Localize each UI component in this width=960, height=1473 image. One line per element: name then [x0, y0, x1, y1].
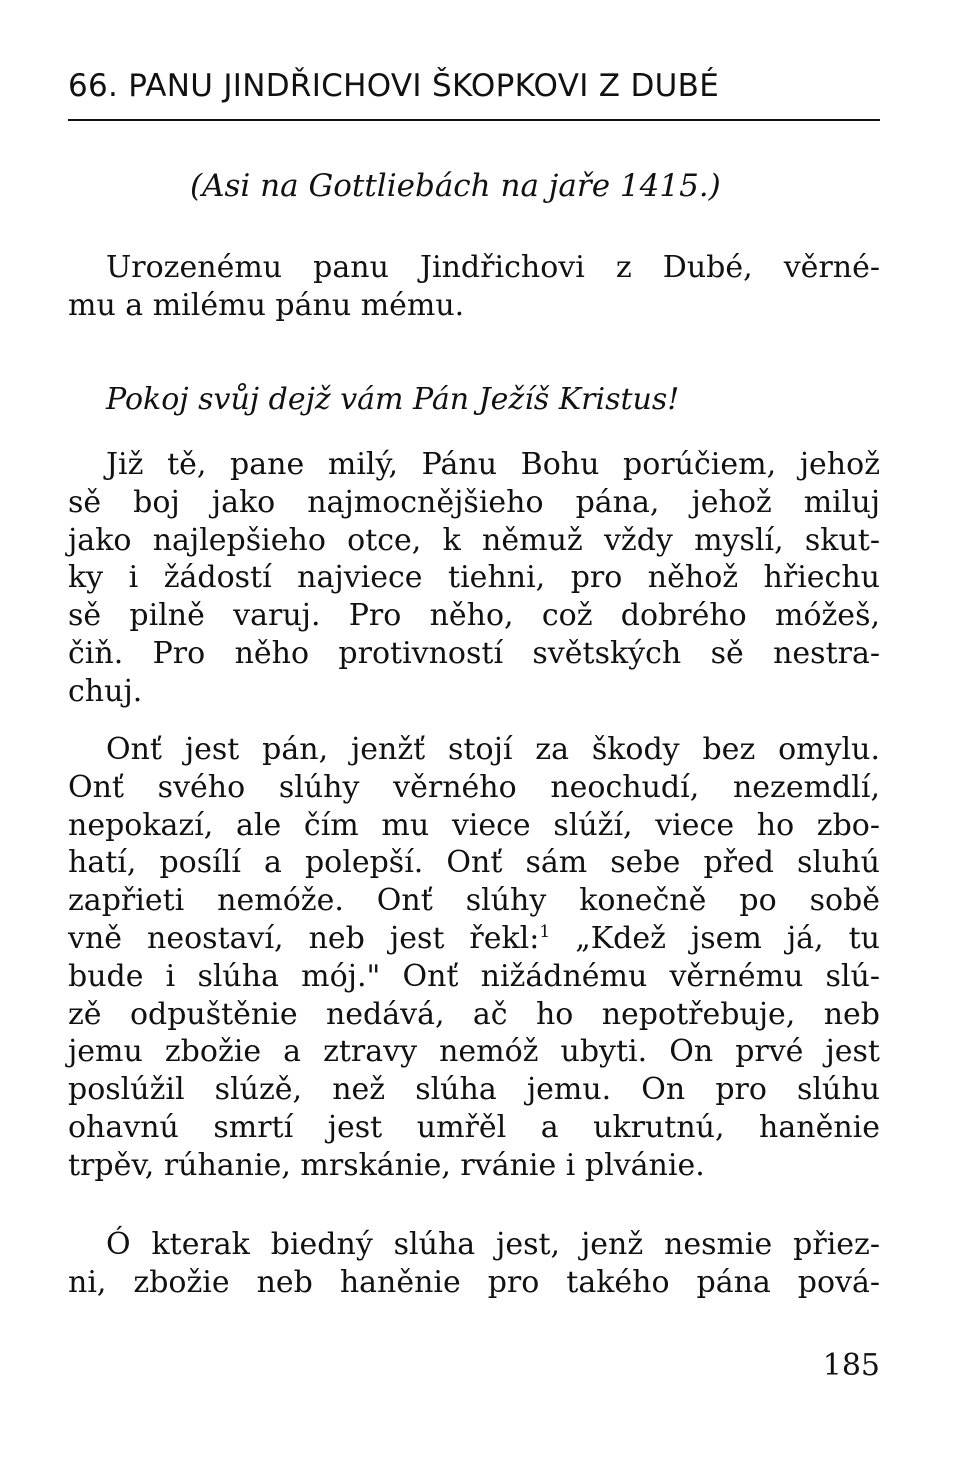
- text-line: sě boj jako najmocnějšieho pána, jehož miluj: [68, 484, 880, 520]
- text-line: hatí, posílí a polepší. Onť sám sebe před sluhú: [68, 845, 880, 881]
- text-line: Onť svého slúhy věrného neochudí, nezemdlí,: [68, 769, 880, 805]
- text-line: poslúžil slúzě, než slúha jemu. On pro slúhu: [68, 1072, 880, 1108]
- text-line: čiň. Pro něho protivností světských sě nestra-: [68, 635, 880, 671]
- salutation: Pokoj svůj dejž vám Pán Ježíš Kristus!: [106, 382, 680, 417]
- chapter-title: PANU JINDŘICHOVI ŠKOPKOVI Z DUBÉ: [128, 68, 720, 104]
- address-line: mu a milému pánu mému.: [68, 287, 465, 323]
- chapter-number: 66.: [68, 68, 119, 104]
- text-fragment: „Kdež jsem já, tu: [550, 920, 880, 956]
- address-block: [68, 249, 880, 325]
- text-line: sě pilně varuj. Pro něho, což dobrého móžeš,: [68, 598, 880, 634]
- text-line: chuj.: [68, 673, 143, 709]
- text-line: Onť jest pán, jenžť stojí za škody bez omylu.: [106, 732, 880, 767]
- chapter-heading: [68, 66, 880, 106]
- paragraph-3: [68, 1226, 880, 1302]
- address-line: Urozenému panu Jindřichovi z Dubé, věrné-: [106, 250, 880, 285]
- text-line: zapřieti nemóže. Onť slúhy konečně po sobě: [68, 883, 880, 919]
- text-line: bude i slúha mój." Onť nižádnému věrnému slú-: [68, 958, 880, 994]
- footnote-marker: 1: [539, 921, 551, 942]
- page-number: 185: [822, 1348, 880, 1383]
- text-line: ky i žádostí najviece tiehni, pro něhož hřiechu: [68, 560, 880, 596]
- text-line: trpěv, rúhanie, mrskánie, rvánie i plvánie.: [68, 1147, 705, 1183]
- text-line: ohavnú smrtí jest umřěl a ukrutnú, haněnie: [68, 1109, 880, 1145]
- heading-rule: [68, 119, 880, 121]
- text-line: ni, zbožie neb haněnie pro takého pána pová-: [68, 1264, 880, 1300]
- text-line: jemu zbožie a ztravy nemóž ubyti. On prvé jest: [68, 1034, 880, 1070]
- text-line: jako najlepšieho otce, k němuž vždy myslí, skut-: [68, 522, 880, 558]
- dateline: (Asi na Gottliebách na jaře 1415.): [190, 168, 721, 204]
- text-line: zě odpuštěnie nedává, ač ho nepotřebuje, neb: [68, 996, 880, 1032]
- paragraph-2: [68, 731, 880, 1185]
- text-line-with-footnote: [68, 920, 880, 958]
- text-line: Ó kterak biedný slúha jest, jenž nesmie přiez-: [106, 1227, 880, 1262]
- text-line: nepokazí, ale čím mu viece slúží, viece ho zbo-: [68, 807, 880, 843]
- text-fragment: vně neostaví, neb jest řekl:: [68, 920, 540, 956]
- text-line: Již tě, pane milý, Pánu Bohu porúčiem, jehož: [106, 447, 880, 482]
- paragraph-1: [68, 446, 880, 711]
